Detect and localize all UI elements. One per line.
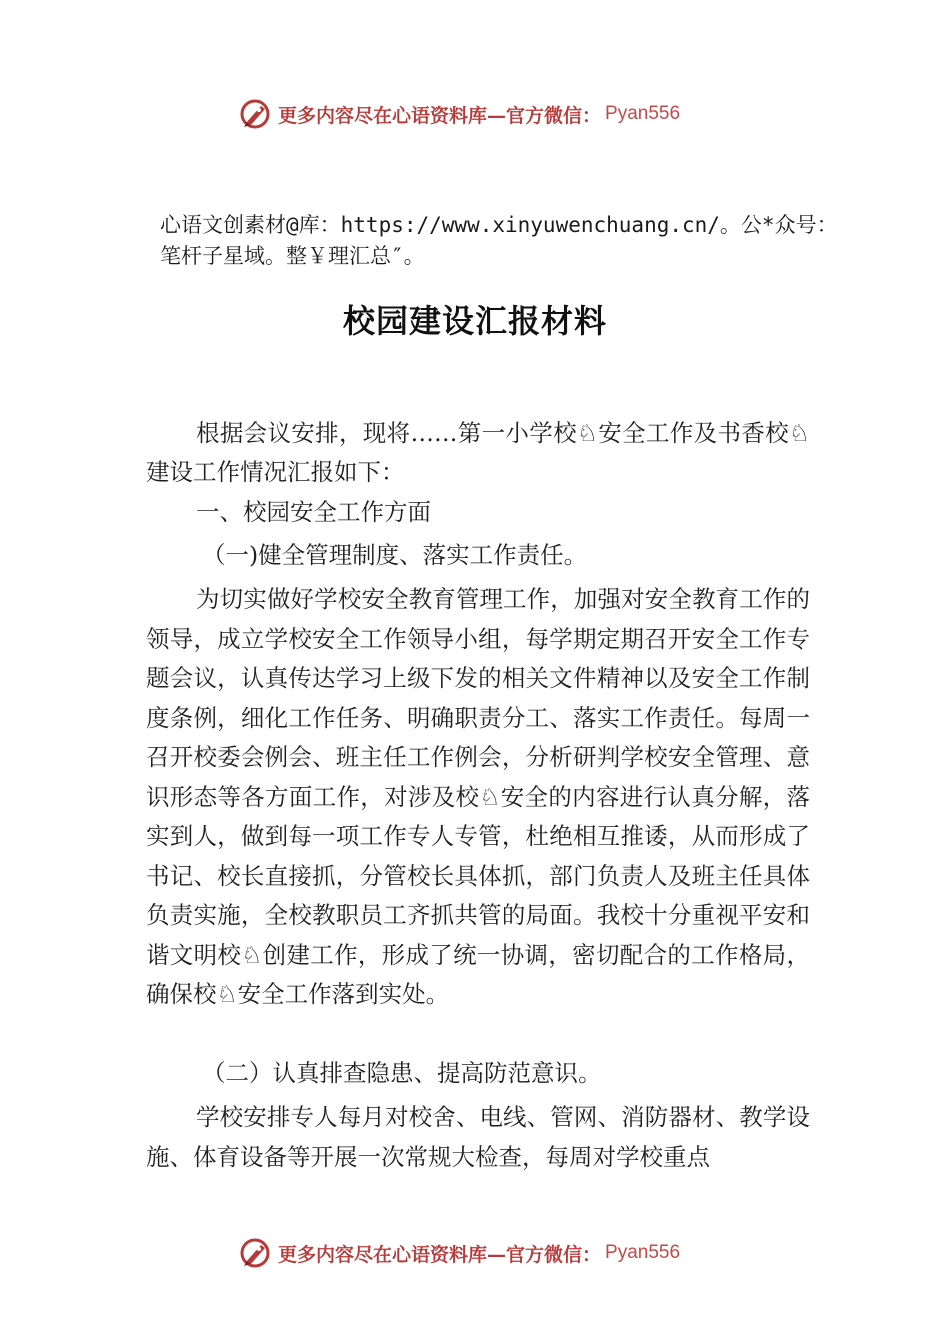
section-heading: 一、校园安全工作方面 (196, 498, 431, 526)
pen-logo-icon (238, 1236, 272, 1270)
footer-watermark (238, 1236, 680, 1270)
intro-paragraph: 根据会议安排，现将……第一小学校♘安全工作及书香校♘建设工作情况汇报如下： (146, 419, 810, 486)
watermark-wechat-id: Pyan556 (605, 103, 681, 124)
header-watermark (238, 97, 680, 131)
subsection-heading: （二）认真排查隐患、提高防范意识。 (202, 1059, 602, 1087)
pen-logo-icon (238, 97, 272, 131)
document-title: 校园建设汇报材料 (342, 302, 607, 340)
subsection-heading: （一)健全管理制度、落实工作责任。 (202, 541, 588, 569)
watermark-text: 更多内容尽在心语资料库—官方微信： (278, 104, 602, 127)
watermark-text: 更多内容尽在心语资料库—官方微信： (278, 1243, 602, 1266)
body-paragraph: 学校安排专人每月对校舍、电线、管网、消防器材、教学设施、体育设备等开展一次常规大检查，每周对学校重点 (146, 1103, 810, 1171)
body-paragraph: 为切实做好学校安全教育管理工作，加强对安全教育工作的领导，成立学校安全工作领导小组，每学期定期召开安全工作专题会议，认真传达学习上级下发的相关文件精神以及安全工作制度条例，细化工作任务、明确职责分工、落实工作责任。每周一召开校委会例会、班主任工作例会，分析研判学校安全管理、意识形态等各方面工作，对涉及校♘安全的内容进行认真分解，落实到人，做到每一项工作专人专管，杜绝相互推诿，从而形成了书记、校长直接抓，分管校长具体抓，部门负责人及班主任具体负责实施，全校教职员工齐抓共管的局面。我校十分重视平安和谐文明校♘创建工作，形成了统一协调，密切配合的工作格局，确保校♘安全工作落到实处。 (146, 585, 810, 1008)
watermark-wechat-id: Pyan556 (605, 1242, 681, 1263)
source-note: 心语文创素材@库：https://www.xinyuwenchuang.cn/。公*众号：笔杆子星域。整￥理汇总″。 (160, 213, 838, 268)
